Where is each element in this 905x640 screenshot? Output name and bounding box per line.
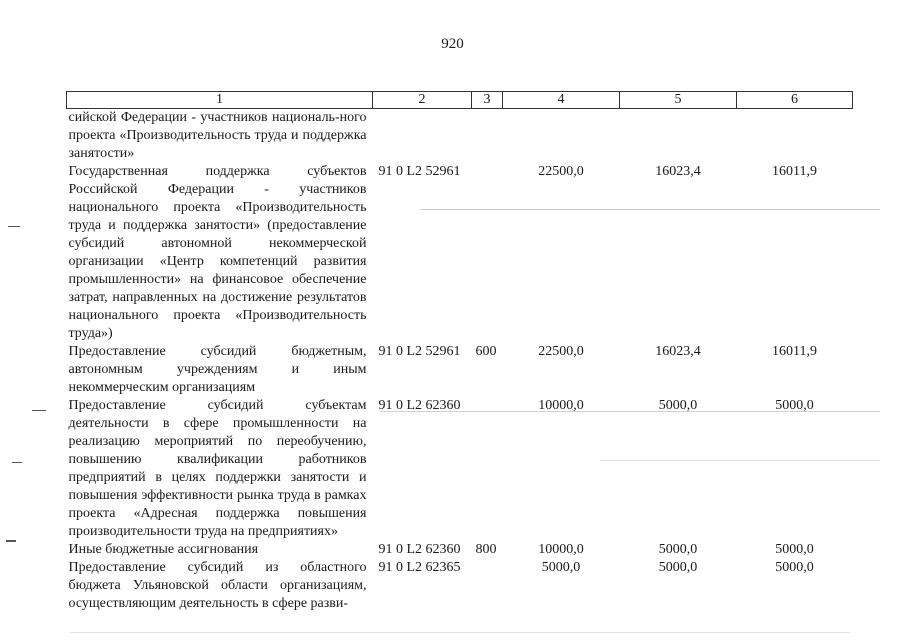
row-col4: 5000,0: [541, 560, 581, 575]
row-col5: 16023,4: [655, 344, 701, 359]
margin-mark: [12, 462, 22, 463]
margin-mark: [32, 410, 46, 411]
row-col5: 5000,0: [658, 398, 698, 413]
row-col6: 16011,9: [772, 344, 817, 359]
row-col5: [620, 109, 737, 164]
table-row: [67, 163, 853, 343]
row-col4: 22500,0: [538, 344, 584, 359]
scan-artifact-line: [380, 411, 880, 412]
row-description: Иные бюджетные ассигнования: [68, 542, 259, 557]
row-description: Предоставление субсидий субъектам деятельности в сфере промышленности на реализацию мероприятий по переобучению, повышению квалификации работников предприятий в целях поддержки занятости и повышения эффективности рынка труда в рамках проекта «Адресная поддержка повышения производительности труда на предприятиях»: [68, 398, 367, 539]
table-row: [67, 343, 853, 397]
row-vr: 600: [475, 344, 497, 359]
row-col6: 5000,0: [775, 560, 814, 575]
row-vr: 800: [475, 542, 497, 557]
row-vr: [472, 163, 503, 343]
table-row: [67, 559, 853, 613]
row-description: Предоставление субсидий из областного бюджета Ульяновской области организациям, осуществляющим деятельность в сфере разви-: [68, 560, 367, 611]
header-col-4: 4: [503, 92, 620, 109]
row-vr: [472, 397, 503, 541]
page-number: 920: [441, 36, 464, 52]
budget-table: [66, 91, 853, 613]
table-header-row: [67, 92, 853, 109]
row-vr: [472, 109, 503, 164]
row-col6: [737, 109, 853, 164]
row-code: [373, 109, 472, 164]
row-description: Предоставление субсидий бюджетным, автономным учреждениям и иным некоммерческим организациям: [68, 344, 367, 395]
row-description: сийской Федерации - участников националь-ного проекта «Производительность труда и поддержка занятости»: [68, 110, 367, 161]
row-col4: 22500,0: [538, 164, 584, 179]
row-col4: 10000,0: [538, 542, 584, 557]
table-row: [67, 109, 853, 164]
header-col-1: 1: [67, 92, 373, 109]
row-code: 91 0 L2 62360: [378, 542, 461, 557]
header-col-6: 6: [737, 92, 853, 109]
header-col-3: 3: [472, 92, 503, 109]
row-col5: 5000,0: [658, 560, 698, 575]
row-col5: 16023,4: [655, 164, 701, 179]
row-col4: [503, 109, 620, 164]
row-vr: [472, 559, 503, 613]
margin-mark: [6, 540, 16, 542]
margin-mark: [8, 226, 20, 227]
scan-artifact-line: [420, 209, 880, 210]
row-col6: 5000,0: [775, 398, 814, 413]
row-code: 91 0 L2 52961: [378, 344, 461, 359]
scan-artifact-line: [600, 460, 880, 461]
row-col4: 10000,0: [538, 398, 584, 413]
row-col6: 16011,9: [772, 164, 817, 179]
row-description: Государственная поддержка субъектов Российской Федерации - участников национального проекта «Производительность труда и поддержка занятости» (предоставление субсидий автономной некоммерческой организации «Центр компетенций развития промышленности» на финансовое обеспечение затрат, направленных на достижение результатов национального проекта «Производительность труда»): [68, 164, 367, 341]
table-row: [67, 397, 853, 541]
row-col6: 5000,0: [775, 542, 814, 557]
row-code: 91 0 L2 62365: [378, 560, 461, 575]
table-row: [67, 541, 853, 559]
row-code: 91 0 L2 52961: [378, 164, 461, 179]
scan-artifact-line: [70, 632, 850, 633]
row-col5: 5000,0: [658, 542, 698, 557]
header-col-2: 2: [373, 92, 472, 109]
header-col-5: 5: [620, 92, 737, 109]
row-code: 91 0 L2 62360: [378, 398, 461, 413]
